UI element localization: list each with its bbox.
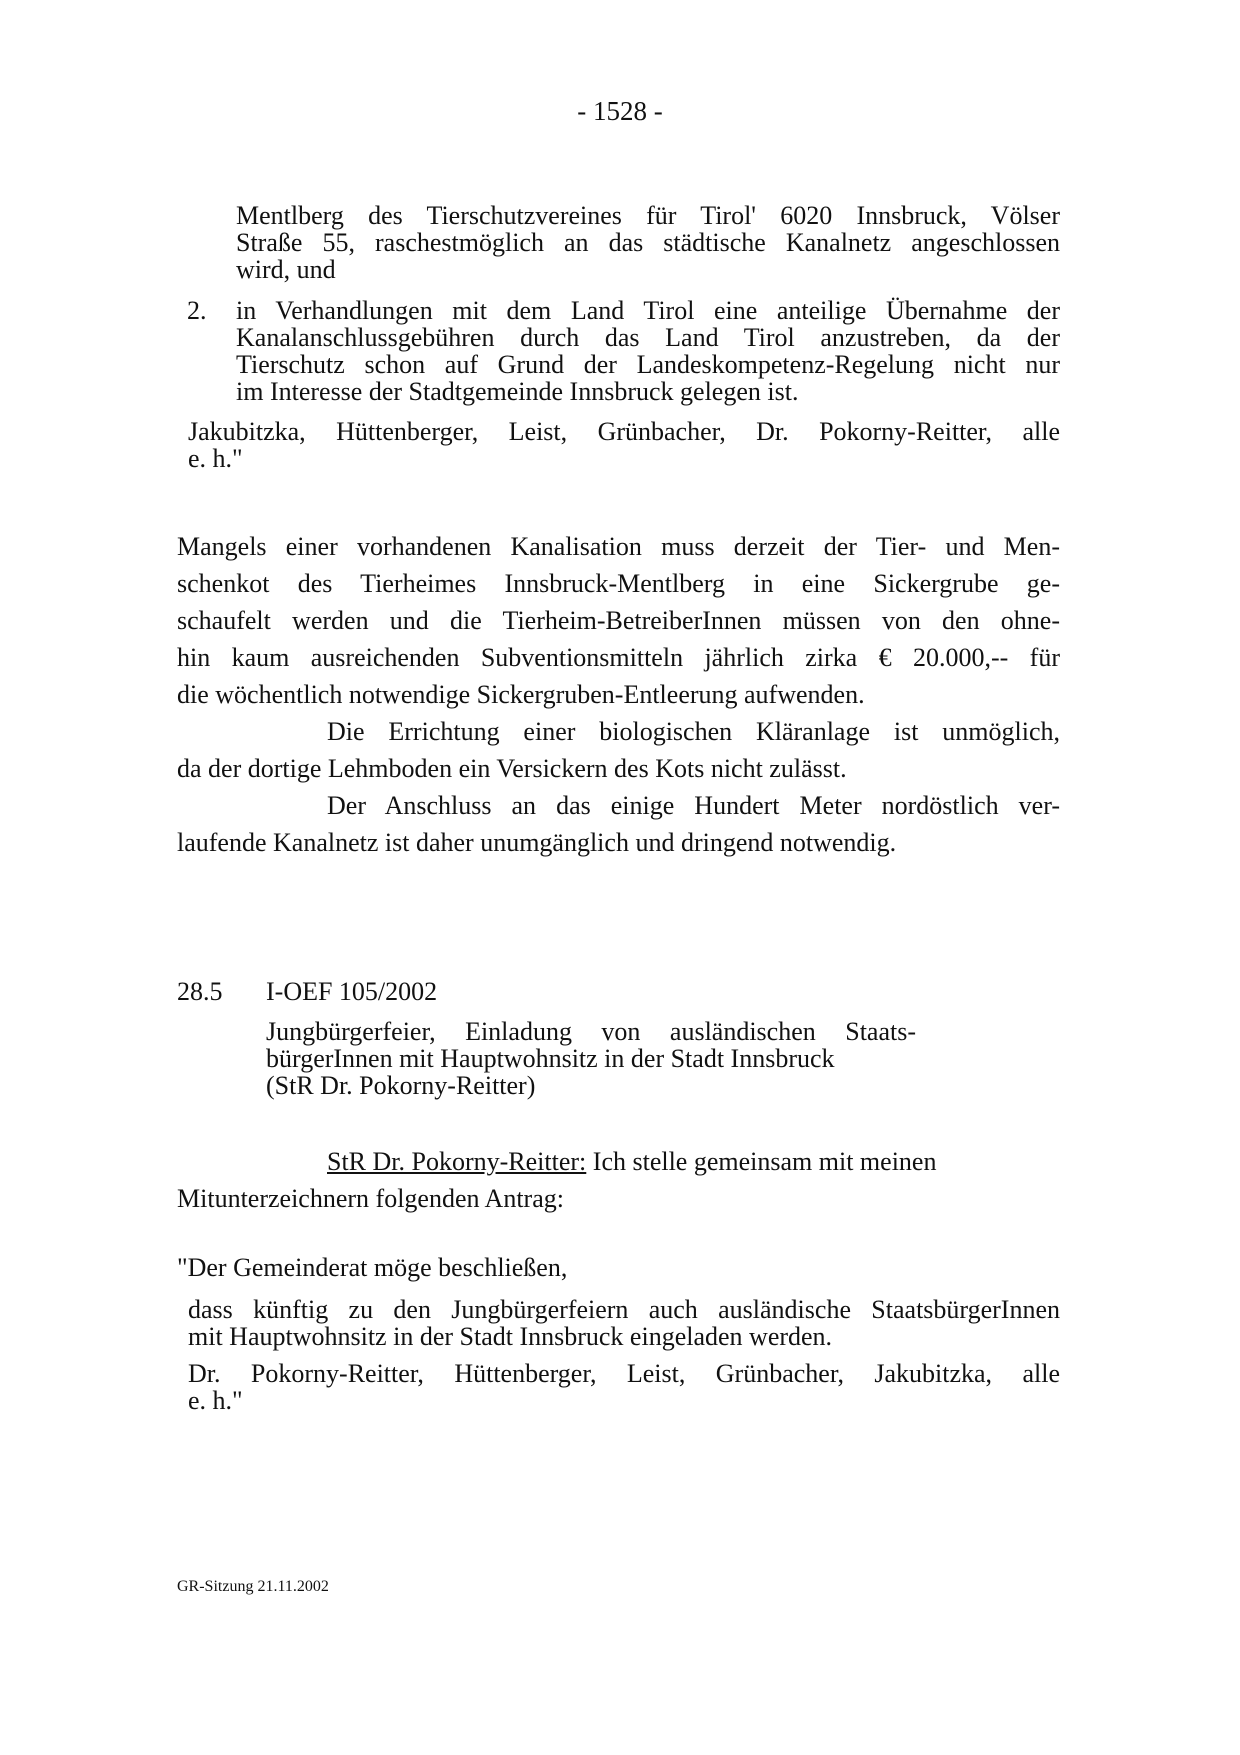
statement-text: Ich stelle gemeinsam mit meinen bbox=[586, 1147, 937, 1176]
text-line: Tierschutz schon auf Grund der Landeskompetenz-Regelung nicht nur bbox=[236, 350, 1060, 379]
justification-paragraph bbox=[177, 787, 1060, 861]
motion1-signatures bbox=[188, 418, 1060, 472]
text-line: e. h." bbox=[188, 1386, 243, 1415]
motion1-item1-continuation bbox=[236, 202, 1060, 283]
text-line: Straße 55, raschestmöglich an das städtische Kanalnetz angeschlossen bbox=[236, 228, 1060, 257]
statement-line bbox=[177, 1143, 1060, 1180]
text-line: da der dortige Lehmboden ein Versickern des Kots nicht zulässt. bbox=[177, 754, 847, 783]
page-number: - 1528 - bbox=[577, 96, 663, 126]
motion2-opening: "Der Gemeinderat möge beschließen, bbox=[177, 1253, 568, 1282]
text-line: e. h." bbox=[188, 444, 243, 473]
text-line: laufende Kanalnetz ist daher unumgänglich und dringend notwendig. bbox=[177, 828, 897, 857]
motion2-body bbox=[188, 1296, 1060, 1350]
text-line: bürgerInnen mit Hauptwohnsitz in der Stadt Innsbruck bbox=[266, 1044, 835, 1073]
justification-paragraph bbox=[177, 528, 1060, 713]
text-line: Kanalanschlussgebühren durch das Land Tirol anzustreben, da der bbox=[236, 323, 1060, 352]
agenda-item-reference: I-OEF 105/2002 bbox=[266, 977, 438, 1006]
text-line: Mangels einer vorhandenen Kanalisation muss derzeit der Tier- und Men- bbox=[177, 532, 1060, 561]
text-line: (StR Dr. Pokorny-Reitter) bbox=[266, 1071, 536, 1100]
text-line: dass künftig zu den Jungbürgerfeiern auch ausländische StaatsbürgerInnen bbox=[188, 1295, 1060, 1324]
text-line: im Interesse der Stadtgemeinde Innsbruck gelegen ist. bbox=[236, 377, 799, 406]
text-line: Der Anschluss an das einige Hundert Meter nordöstlich ver- bbox=[327, 791, 1060, 820]
agenda-item-number: 28.5 bbox=[177, 977, 223, 1006]
text-line: in Verhandlungen mit dem Land Tirol eine anteilige Übernahme der bbox=[236, 296, 1060, 325]
text-line: schenkot des Tierheimes Innsbruck-Mentlberg in eine Sickergrube ge- bbox=[177, 569, 1060, 598]
text-line: Die Errichtung einer biologischen Kläranlage ist unmöglich, bbox=[327, 717, 1060, 746]
speaker-name: StR Dr. Pokorny-Reitter: bbox=[327, 1147, 587, 1176]
justification-paragraph bbox=[177, 713, 1060, 787]
text-line: schaufelt werden und die Tierheim-BetreiberInnen müssen von den ohne- bbox=[177, 606, 1060, 635]
text-line: Dr. Pokorny-Reitter, Hüttenberger, Leist, Grünbacher, Jakubitzka, alle bbox=[188, 1359, 1060, 1388]
text-line: die wöchentlich notwendige Sickergruben-Entleerung aufwenden. bbox=[177, 680, 865, 709]
motion1-item2 bbox=[236, 297, 1060, 405]
motion2-signatures bbox=[188, 1360, 1060, 1414]
text-line: mit Hauptwohnsitz in der Stadt Innsbruck eingeladen werden. bbox=[188, 1322, 833, 1351]
text-line: Mitunterzeichnern folgenden Antrag: bbox=[177, 1184, 564, 1213]
footer: GR-Sitzung 21.11.2002 bbox=[177, 1578, 329, 1595]
text-line: hin kaum ausreichenden Subventionsmitteln jährlich zirka € 20.000,-- für bbox=[177, 643, 1060, 672]
text-line: wird, und bbox=[236, 255, 336, 284]
statement bbox=[177, 1143, 1060, 1217]
agenda-item-title bbox=[266, 1018, 916, 1099]
text-line: Mentlberg des Tierschutzvereines für Tirol' 6020 Innsbruck, Völser bbox=[236, 201, 1060, 230]
text-line: Jungbürgerfeier, Einladung von ausländischen Staats- bbox=[266, 1017, 916, 1046]
text-line: Jakubitzka, Hüttenberger, Leist, Grünbacher, Dr. Pokorny-Reitter, alle bbox=[188, 417, 1060, 446]
item-number: 2. bbox=[187, 296, 207, 325]
